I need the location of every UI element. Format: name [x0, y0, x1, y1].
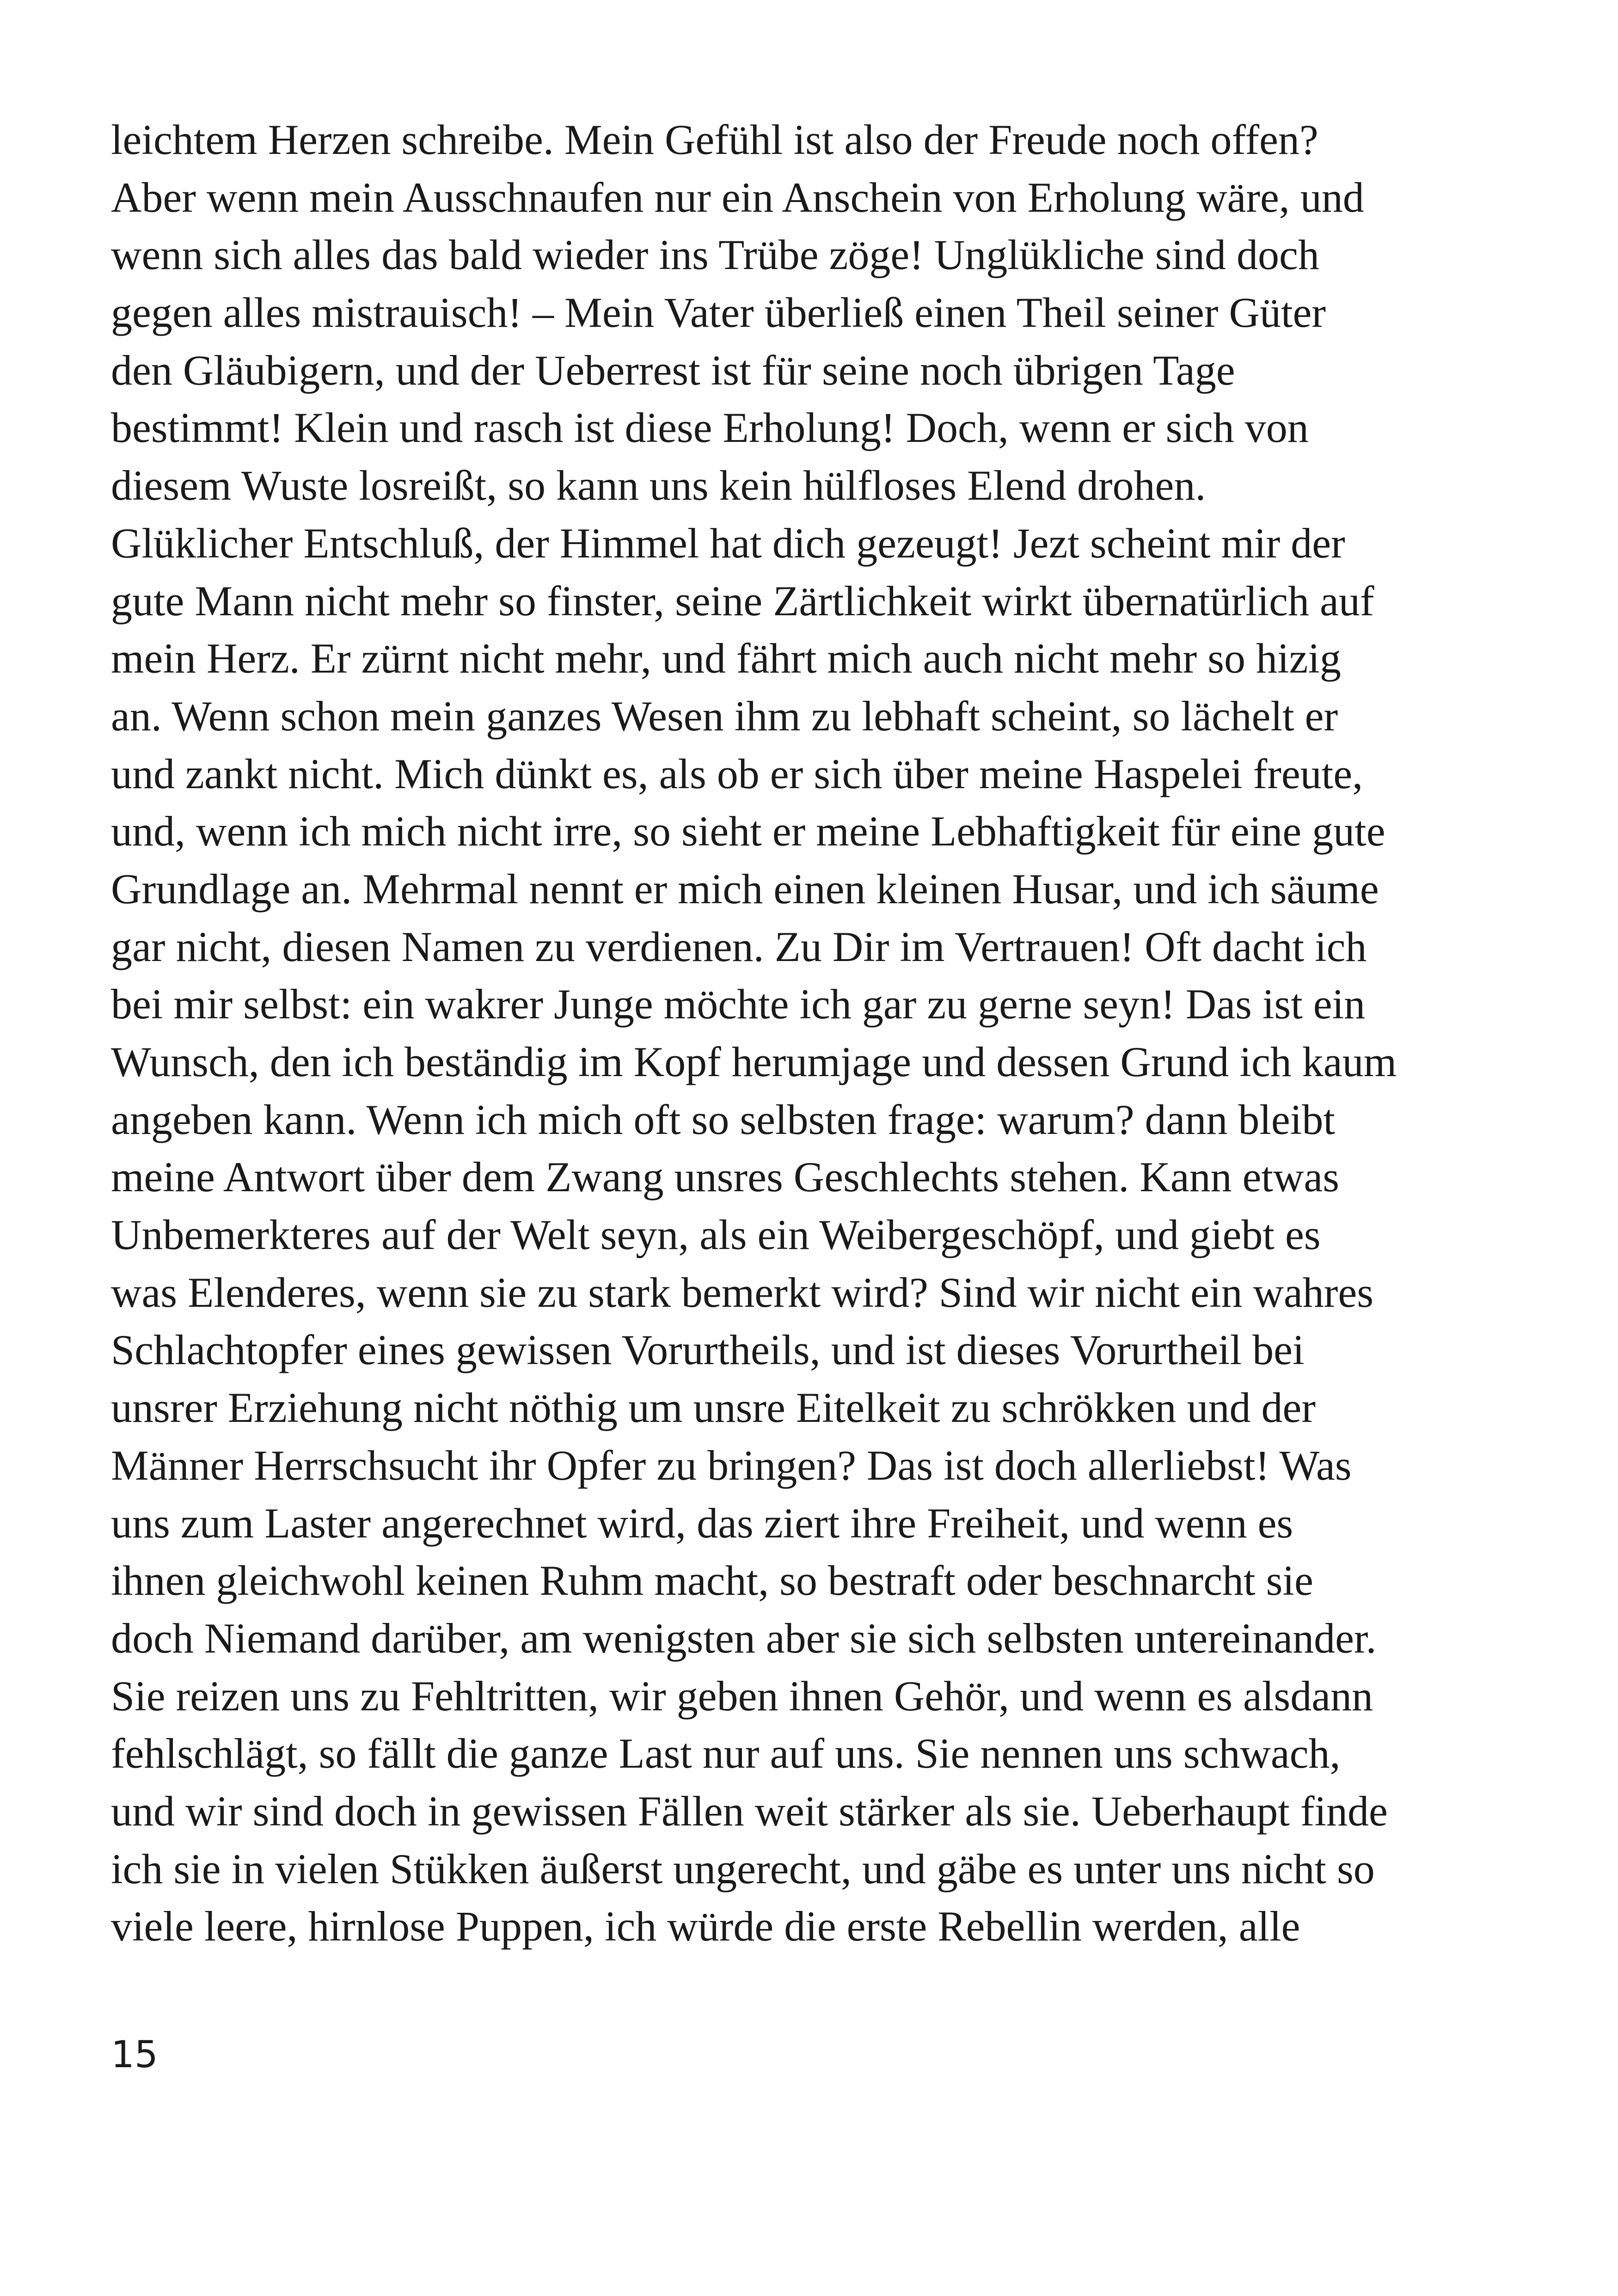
text-line: uns zum Laster angerechnet wird, das ziert ihre Freiheit, und wenn es [111, 1499, 1293, 1547]
text-line: gegen alles mistrauisch! – Mein Vater überließ einen Theil seiner Güter [111, 289, 1326, 337]
text-line: Grundlage an. Mehrmal nennt er mich einen kleinen Husar, und ich säume [111, 865, 1379, 912]
page-number: 15 [111, 2033, 158, 2076]
text-line: Sie reizen uns zu Fehltritten, wir geben ihnen Gehör, und wenn es alsdann [111, 1672, 1373, 1720]
text-line: gute Mann nicht mehr so finster, seine Zärtlichkeit wirkt übernatürlich auf [111, 577, 1374, 625]
text-line: fehlschlägt, so fällt die ganze Last nur auf uns. Sie nennen uns schwach, [111, 1730, 1341, 1777]
text-line: den Gläubigern, und der Ueberrest ist für seine noch übrigen Tage [111, 346, 1235, 394]
text-line: und zankt nicht. Mich dünkt es, als ob er sich über meine Haspelei freute, [111, 750, 1363, 797]
text-line: unsrer Erziehung nicht nöthig um unsre Eitelkeit zu schrökken und der [111, 1384, 1316, 1432]
text-line: und wir sind doch in gewissen Fällen weit stärker als sie. Ueberhaupt finde [111, 1787, 1388, 1835]
body-text [111, 111, 1535, 1955]
text-line: Aber wenn mein Ausschnaufen nur ein Anschein von Erholung wäre, und [111, 173, 1364, 221]
text-line: viele leere, hirnlose Puppen, ich würde die erste Rebellin werden, alle [111, 1903, 1300, 1950]
text-line: wenn sich alles das bald wieder ins Trübe zöge! Unglükliche sind doch [111, 231, 1319, 279]
text-line: mein Herz. Er zürnt nicht mehr, und fährt mich auch nicht mehr so hizig [111, 635, 1341, 682]
text-line: Wunsch, den ich beständig im Kopf herumjage und dessen Grund ich kaum [111, 1038, 1397, 1085]
text-line: und, wenn ich mich nicht irre, so sieht er meine Lebhaftigkeit für eine gute [111, 808, 1385, 855]
text-line: ihnen gleichwohl keinen Ruhm macht, so bestraft oder beschnarcht sie [111, 1557, 1313, 1604]
text-line: leichtem Herzen schreibe. Mein Gefühl ist also der Freude noch offen? [111, 116, 1318, 163]
text-line: diesem Wuste losreißt, so kann uns kein hülfloses Elend drohen. [111, 462, 1206, 509]
text-line: an. Wenn schon mein ganzes Wesen ihm zu lebhaft scheint, so lächelt er [111, 692, 1338, 740]
text-line: Unbemerkteres auf der Welt seyn, als ein Weibergeschöpf, und giebt es [111, 1211, 1321, 1259]
text-line: Schlachtopfer eines gewissen Vorurtheils, und ist dieses Vorurtheil bei [111, 1326, 1305, 1374]
text-line: ich sie in vielen Stükken äußerst ungerecht, und gäbe es unter uns nicht so [111, 1845, 1375, 1892]
text-line: gar nicht, diesen Namen zu verdienen. Zu Dir im Vertrauen! Oft dacht ich [111, 923, 1367, 970]
text-line: bei mir selbst: ein wakrer Junge möchte ich gar zu gerne seyn! Das ist ein [111, 980, 1366, 1028]
text-line: Glüklicher Entschluß, der Himmel hat dich gezeugt! Jezt scheint mir der [111, 519, 1345, 567]
text-line: doch Niemand darüber, am wenigsten aber sie sich selbsten untereinander. [111, 1614, 1377, 1662]
text-line: meine Antwort über dem Zwang unsres Geschlechts stehen. Kann etwas [111, 1153, 1340, 1201]
text-line: was Elenderes, wenn sie zu stark bemerkt wird? Sind wir nicht ein wahres [111, 1268, 1374, 1316]
text-line: bestimmt! Klein und rasch ist diese Erholung! Doch, wenn er sich von [111, 404, 1309, 452]
text-line: Männer Herrschsucht ihr Opfer zu bringen? Das ist doch allerliebst! Was [111, 1441, 1352, 1489]
text-line: angeben kann. Wenn ich mich oft so selbsten frage: warum? dann bleibt [111, 1096, 1335, 1143]
